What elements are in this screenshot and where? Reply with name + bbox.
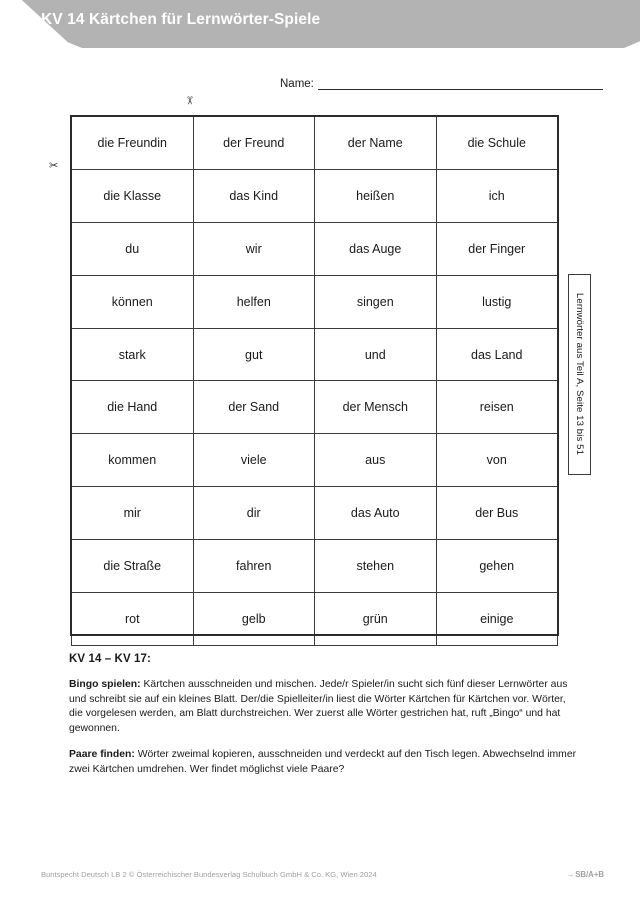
word-card[interactable]: das Kind [193, 169, 315, 222]
instruction-lead: Paare finden: [69, 749, 135, 761]
word-card[interactable]: grün [315, 593, 437, 646]
card-row [72, 540, 558, 593]
page-header-banner [0, 0, 640, 48]
footer-reference-label: SB/A+B [575, 870, 604, 879]
scissors-icon-top: ✂ [183, 95, 196, 106]
word-card[interactable]: von [436, 434, 558, 487]
word-card[interactable]: dir [193, 487, 315, 540]
word-card[interactable]: und [315, 328, 437, 381]
name-label: Name: [280, 77, 314, 90]
word-card[interactable]: singen [315, 275, 437, 328]
word-card[interactable]: können [72, 275, 194, 328]
name-write-line[interactable] [318, 77, 603, 90]
source-reference-box [568, 274, 591, 475]
card-row [72, 222, 558, 275]
word-card[interactable]: aus [315, 434, 437, 487]
word-card[interactable]: der Freund [193, 117, 315, 170]
word-card[interactable]: einige [436, 593, 558, 646]
word-card[interactable]: der Name [315, 117, 437, 170]
word-card[interactable]: die Klasse [72, 169, 194, 222]
card-row [72, 487, 558, 540]
word-card[interactable]: die Freundin [72, 117, 194, 170]
word-card[interactable]: die Hand [72, 381, 194, 434]
word-card-grid [71, 116, 558, 646]
page-title: KV 14 Kärtchen für Lernwörter-Spiele [41, 11, 321, 28]
word-card[interactable]: viele [193, 434, 315, 487]
word-card[interactable]: der Sand [193, 381, 315, 434]
word-card[interactable]: helfen [193, 275, 315, 328]
word-card[interactable]: stehen [315, 540, 437, 593]
word-card[interactable]: reisen [436, 381, 558, 434]
instruction-body: Wörter zweimal kopieren, ausschneiden und verdeckt auf den Tisch legen. Abwechselnd immer zwei Kärtchen umdrehen. Wer findet möglichst viele Paare? [69, 749, 577, 775]
name-field[interactable] [280, 70, 603, 90]
footer-copyright: Buntspecht Deutsch LB 2 © Österreichischer Bundesverlag Schulbuch GmbH & Co. KG, Wien 2024 [41, 870, 377, 879]
instruction-paragraph [69, 748, 579, 777]
word-card[interactable]: lustig [436, 275, 558, 328]
card-row [72, 593, 558, 646]
word-card[interactable]: gelb [193, 593, 315, 646]
word-card[interactable]: gut [193, 328, 315, 381]
word-card[interactable]: rot [72, 593, 194, 646]
card-row [72, 117, 558, 170]
scissors-icon-left: ✂ [49, 160, 59, 172]
word-card[interactable]: fahren [193, 540, 315, 593]
word-card[interactable]: kommen [72, 434, 194, 487]
word-card[interactable]: das Land [436, 328, 558, 381]
word-card[interactable]: du [72, 222, 194, 275]
instruction-paragraph [69, 678, 579, 736]
word-card[interactable]: mir [72, 487, 194, 540]
page-footer [0, 870, 640, 890]
word-card[interactable]: der Bus [436, 487, 558, 540]
word-card[interactable]: gehen [436, 540, 558, 593]
word-card[interactable]: ich [436, 169, 558, 222]
word-card[interactable]: der Mensch [315, 381, 437, 434]
instruction-body: Kärtchen ausschneiden und mischen. Jede/r Spieler/in sucht sich fünf dieser Lernwörter aus und schreibt sie auf ein kleines Blatt. Der/die Spielleiter/in liest die Wörter Kärtchen für Kärtchen vor. Wörter, die vorgelesen werden, am Blatt durchstreichen. Wer zuerst alle Wörter gestrichen hat, ruft „Bingo“ und hat gewonnen. [69, 679, 568, 734]
card-row [72, 275, 558, 328]
word-card[interactable]: wir [193, 222, 315, 275]
card-row [72, 328, 558, 381]
word-card[interactable]: der Finger [436, 222, 558, 275]
word-card[interactable]: das Auge [315, 222, 437, 275]
word-card[interactable]: das Auto [315, 487, 437, 540]
instructions-heading: KV 14 – KV 17: [69, 653, 151, 665]
card-row [72, 381, 558, 434]
instructions-section [69, 653, 579, 778]
arrow-right-icon: → [566, 870, 575, 879]
footer-reference [566, 870, 604, 879]
word-card[interactable]: die Straße [72, 540, 194, 593]
source-reference-text: Lernwörter aus Teil A, Seite 13 bis 51 [574, 293, 585, 456]
word-card[interactable]: die Schule [436, 117, 558, 170]
card-row [72, 169, 558, 222]
card-row [72, 434, 558, 487]
word-card[interactable]: stark [72, 328, 194, 381]
word-card[interactable]: heißen [315, 169, 437, 222]
instruction-lead: Bingo spielen: [69, 679, 141, 690]
